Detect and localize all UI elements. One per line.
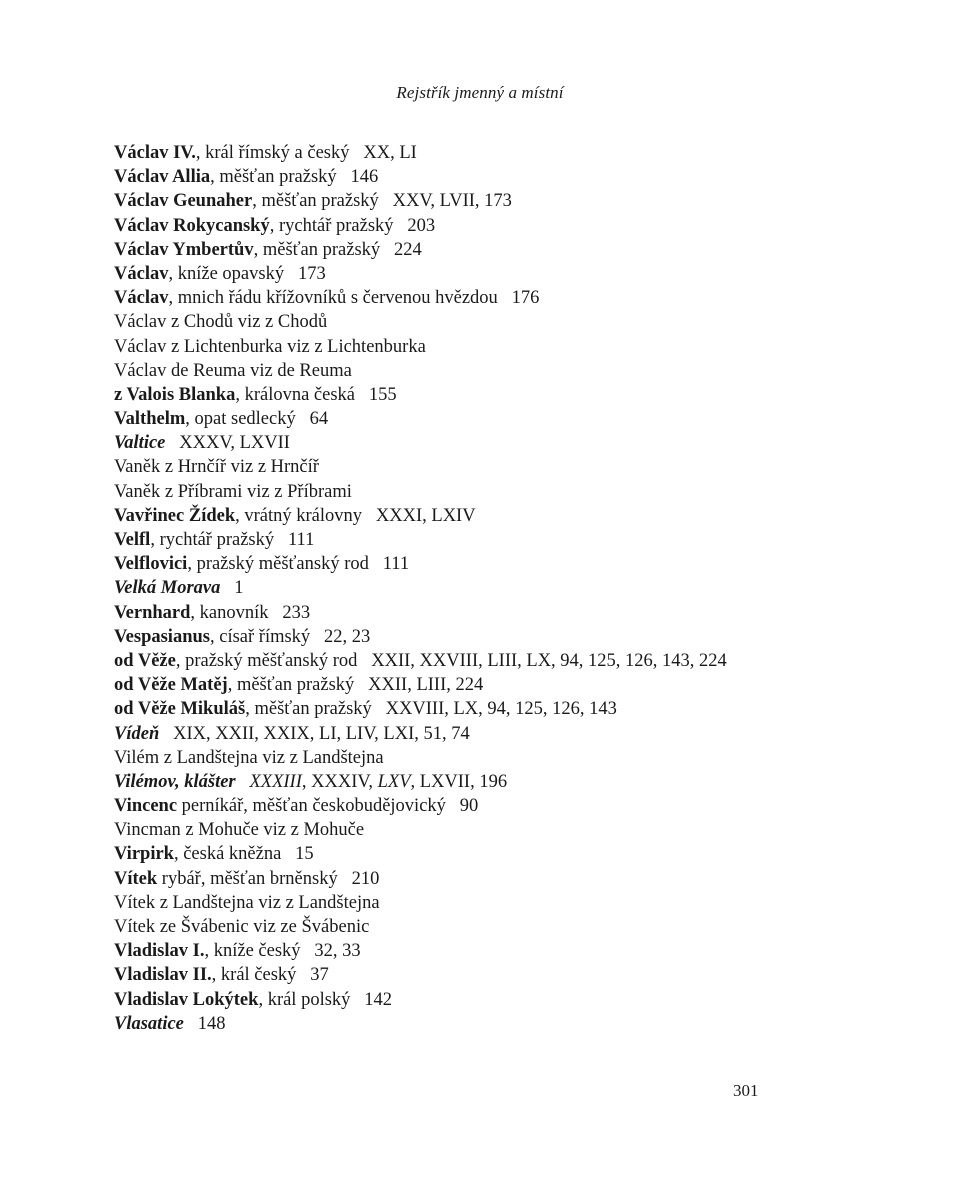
index-entry: [114, 576, 874, 600]
entry-headword: Vladislav Lokýtek: [114, 989, 259, 1010]
index-entry: [114, 842, 874, 866]
index-entry: [114, 238, 874, 262]
entry-headword: Václav Rokycanský: [114, 215, 270, 236]
entry-text: [236, 772, 250, 792]
entry-headword: Valtice: [114, 433, 166, 454]
index-entry: [114, 988, 874, 1012]
entry-text: perníkář, měšťan českobudějovický 90: [177, 796, 479, 817]
entry-text: , měšťan pražský XXVIII, LX, 94, 125, 126, 143: [245, 699, 617, 720]
entry-text: Vítek z Landštejna viz z Landštejna: [114, 892, 380, 913]
entry-text: , měšťan pražský XXII, LIII, 224: [227, 675, 484, 696]
entry-headword: Vladislav II.: [114, 965, 212, 986]
entry-headword: Valthelm: [114, 409, 186, 430]
index-entry: [114, 915, 874, 939]
entry-headword: Václav Allia: [114, 167, 211, 188]
entry-text: , XXXIV,: [301, 771, 378, 792]
entry-text: , mnich řádu křížovníků s červenou hvězdou 176: [168, 288, 540, 309]
entry-headword: Václav: [114, 263, 169, 284]
entry-text: , rychtář pražský 111: [150, 530, 315, 550]
index-entry: [114, 359, 874, 383]
index-entry: [114, 746, 874, 770]
index-entry: [114, 794, 874, 818]
entry-text: XXXV, LXVII: [165, 433, 290, 454]
index-entry: [114, 818, 874, 842]
index-entry: [114, 165, 874, 189]
index-entry: [114, 455, 874, 479]
entry-text: Vítek ze Švábenic viz ze Švábenic: [114, 917, 370, 937]
entry-text: , opat sedlecký 64: [185, 409, 329, 430]
entry-text: , měšťan pražský 224: [253, 239, 422, 260]
entry-text: , vrátný královny XXXI, LXIV: [235, 505, 476, 526]
entry-text: , král římský a český XX, LI: [195, 143, 417, 163]
entry-headword: Vernhard: [114, 602, 191, 623]
entry-text: 148: [183, 1013, 226, 1034]
entry-text: Vaněk z Hrnčíř viz z Hrnčíř: [114, 457, 319, 478]
index-entry: [114, 431, 874, 455]
entry-text: , pražský měšťanský rod 111: [187, 554, 410, 575]
index-entry: [114, 262, 874, 286]
entry-text: , král polský 142: [258, 989, 393, 1010]
entry-text: , měšťan pražský XXV, LVII, 173: [252, 191, 512, 212]
entry-headword: Vincenc: [114, 796, 178, 817]
index-entry: [114, 504, 874, 528]
entry-headword: Vilémov, klášter: [114, 771, 236, 792]
index-entry: [114, 601, 874, 625]
index-entry: [114, 722, 874, 746]
entry-headword: Václav Ymbertův: [114, 239, 254, 260]
entry-headword: Vítek: [114, 868, 158, 889]
index-entry: [114, 552, 874, 576]
entry-text: , pražský měšťanský rod XXII, XXVIII, LIII, LX, 94, 125, 126, 143, 224: [175, 650, 727, 671]
entry-text: , královna česká 155: [235, 384, 397, 405]
index-entry: [114, 214, 874, 238]
index-entry: [114, 891, 874, 915]
entry-headword: Vespasianus: [114, 626, 210, 647]
entry-text: 1: [220, 578, 244, 599]
entry-text: , rychtář pražský 203: [269, 215, 436, 236]
entry-text: Václav de Reuma viz de Reuma: [114, 360, 352, 381]
entry-text: , kníže český 32, 33: [204, 941, 361, 962]
entry-text: rybář, měšťan brněnský 210: [157, 868, 380, 889]
entry-text: XXXIII: [249, 771, 302, 792]
entry-text: Vilém z Landštejna viz z Landštejna: [114, 747, 384, 768]
entry-text: XIX, XXII, XXIX, LI, LIV, LXI, 51, 74: [159, 723, 470, 744]
entry-headword: Vavřinec Žídek: [114, 505, 236, 526]
index-entry: [114, 697, 874, 721]
entry-text: , česká kněžna 15: [173, 844, 314, 865]
index-entry: [114, 407, 874, 431]
index-entry: [114, 286, 874, 310]
index-entry: [114, 141, 874, 165]
entry-text: , kanovník 233: [190, 602, 311, 623]
running-head: Rejstřík jmenný a místní: [396, 83, 564, 102]
entry-headword: od Věže Mikuláš: [114, 699, 246, 720]
entry-text: Václav z Lichtenburka viz z Lichtenburka: [114, 336, 426, 357]
index-entry: [114, 625, 874, 649]
index-entry: [114, 480, 874, 504]
entry-headword: Velflovici: [114, 554, 188, 575]
index-entry: [114, 189, 874, 213]
entry-headword: Virpirk: [114, 844, 174, 865]
entry-headword: Václav Geunaher: [114, 191, 253, 212]
entry-text: , král český 37: [211, 965, 329, 986]
index-entry: [114, 528, 874, 552]
entry-text: , LXVII, 196: [410, 771, 508, 792]
index-entry: [114, 963, 874, 987]
entry-headword: od Věže: [114, 650, 176, 671]
entry-text: Vaněk z Příbrami viz z Příbrami: [114, 481, 352, 502]
entry-headword: z Valois Blanka: [114, 384, 236, 405]
entry-headword: Velfl: [114, 530, 151, 550]
page-number: 301: [733, 1081, 759, 1100]
entry-headword: Velká Morava: [114, 578, 221, 599]
index-entry: [114, 649, 874, 673]
index-entry: [114, 867, 874, 891]
index-entry: [114, 1012, 874, 1036]
entry-text: Vincman z Mohuče viz z Mohuče: [114, 820, 365, 841]
entry-text: Václav z Chodů viz z Chodů: [114, 312, 328, 333]
index-entry: [114, 770, 874, 794]
entry-headword: Vídeň: [114, 723, 160, 744]
entry-headword: Vlasatice: [114, 1013, 184, 1034]
entry-text: , císař římský 22, 23: [209, 626, 371, 647]
entry-text: LXV: [377, 771, 411, 792]
index-entry: [114, 310, 874, 334]
entry-headword: Václav IV.: [114, 143, 196, 163]
entry-headword: od Věže Matěj: [114, 675, 228, 696]
entry-text: , kníže opavský 173: [168, 263, 326, 284]
entry-headword: Václav: [114, 288, 169, 309]
index-entry: [114, 939, 874, 963]
entry-text: , měšťan pražský 146: [210, 167, 379, 188]
entry-headword: Vladislav I.: [114, 941, 205, 962]
index-entry: [114, 383, 874, 407]
index-entry: [114, 335, 874, 359]
index-entry-list: [114, 141, 874, 1036]
index-entry: [114, 673, 874, 697]
